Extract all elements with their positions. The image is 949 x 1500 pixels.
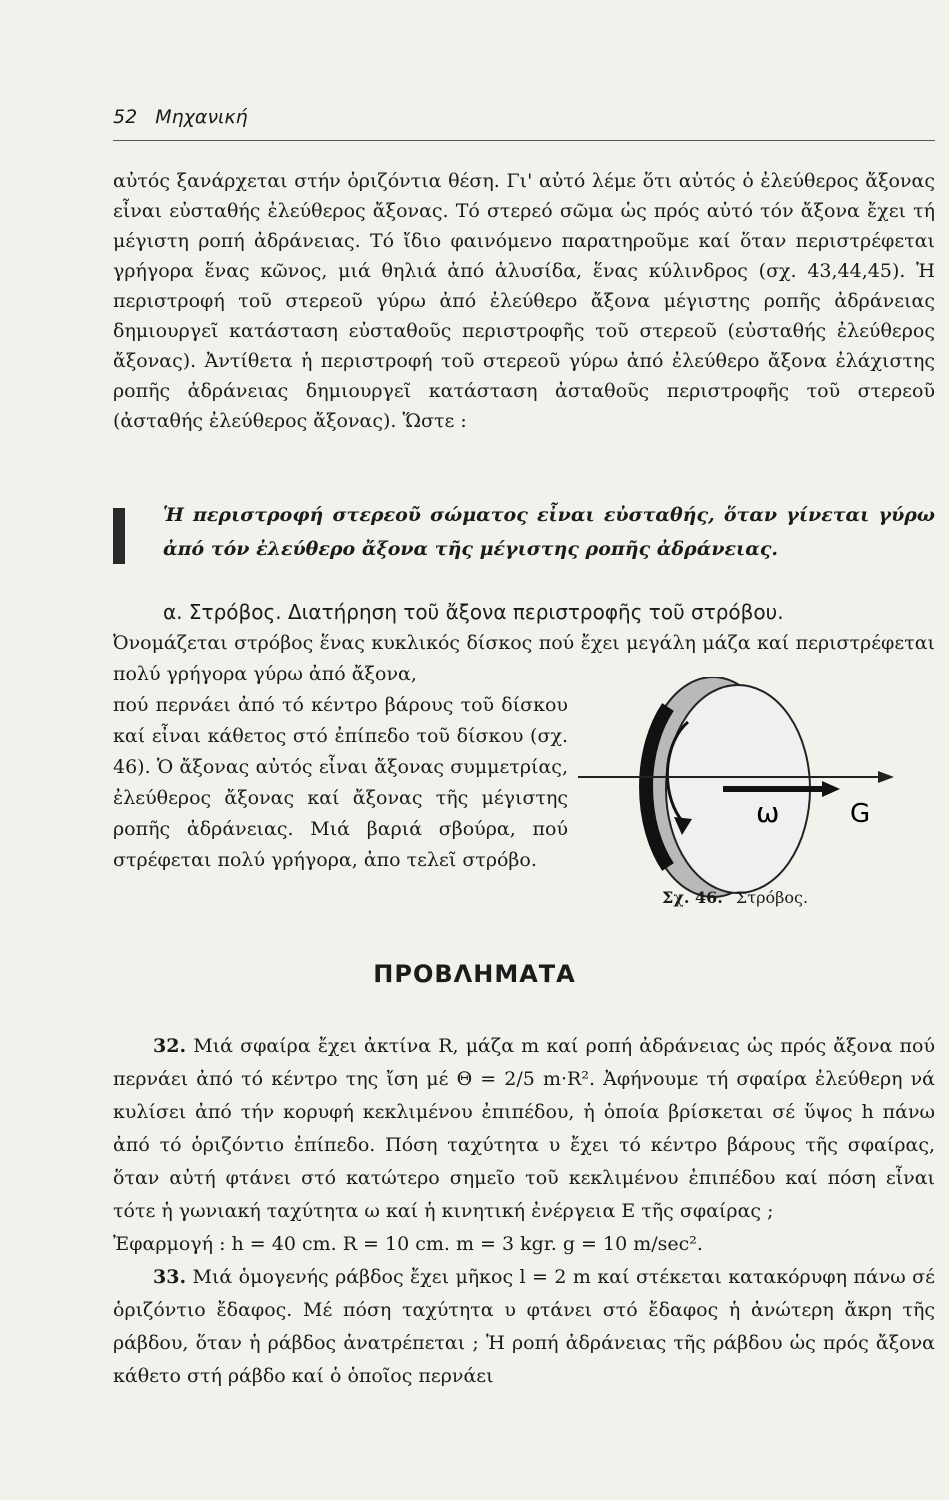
caption-text: Στρόβος. [735,888,809,907]
axis-arrowhead [878,771,894,783]
gyroscope-diagram [578,677,938,917]
problem-32-data: Ἐφαρμογή : h = 40 cm. R = 10 cm. m = 3 kgr. g = 10 m/sec². [113,1233,703,1255]
intro-paragraph-block [113,166,935,436]
rule-highlight [113,498,935,566]
rule-text: Ἡ περιστροφή στερεοῦ σώματος εἶναι εὐσταθής, ὅταν γίνεται γύρω ἀπό τόν ἐλεύθερο ἄξονα τῆς μέγιστης ροπῆς ἀδράνειας. [163,504,935,560]
page-number: 52 [113,106,138,128]
caption-number: Σχ. 46. [662,888,723,907]
problem-number: 32. [153,1035,187,1057]
margin-bar [113,508,125,564]
omega-arrowhead [822,781,840,797]
problem-number: 33. [153,1266,187,1288]
omega-label: ω [756,796,780,829]
problem-33 [113,1261,935,1393]
problems-list [113,1030,935,1393]
figure-caption [662,888,808,907]
problem-32 [113,1030,935,1228]
section-heading: α. Στρόβος. Διατήρηση τοῦ ἄξονα περιστροφῆς τοῦ στρόβου. [163,600,784,624]
gyro-intro: Ὀνομάζεται στρόβος ἕνας κυκλικός δίσκος πού ἔχει μεγάλη μάζα καί περιστρέφεται πολύ γρήγορα γύρω ἀπό ἄξονα, [113,632,935,685]
running-title: Μηχανική [155,106,248,128]
gyro-body: πού περνάει ἀπό τό κέντρο βάρους τοῦ δίσκου καί εἶναι κάθετος στό ἐπίπεδο τοῦ δίσκου (σχ. 46). Ὁ ἄξονας αὐτός εἶναι ἄξονας συμμετρίας, ἐλεύθερος ἄξονας καί ἄξονας τῆς μέγιστης ροπῆς ἀδράνειας. Μιά βαριά σβούρα, πού στρέφεται πολύ γρήγορα, ἀπο τελεῖ στρόβο. [113,694,568,871]
g-label: G [850,799,871,829]
gyroscope-figure [578,677,938,917]
intro-paragraph: αὐτός ξανάρχεται στήν ὁριζόντια θέση. Γι' αὐτό λέμε ὅτι αὐτός ὁ ἐλεύθερος ἄξονας εἶναι εὐσταθής ἐλεύθερος ἄξονας. Τό στερεό σῶμα ὡς πρός αὐτό τόν ἄξονα ἔχει τή μέγιστη ροπή ἀδράνειας. Τό ἴδιο φαινόμενο παρατηροῦμε καί ὅταν περιστρέφεται γρήγορα ἕνας κῶνος, μιά θηλιά ἀπό ἁλυσίδα, ἕνας κύλινδρος (σχ. 43,44,45). Ἡ περιστροφή τοῦ στερεοῦ γύρω ἀπό ἐλεύθερο ἄξονα μέγιστης ροπῆς ἀδράνειας δημιουργεῖ κατάσταση εὐσταθοῦς περιστροφῆς τοῦ στερεοῦ (εὐσταθής ἐλεύθερος ἄξονας). Ἀντίθετα ἡ περιστροφή τοῦ στερεοῦ γύρω ἀπό ἐλεύθερο ἄξονα ἐλάχιστης ροπῆς ἀδράνειας δημιουργεῖ κατάσταση ἀσταθοῦς περιστροφῆς τοῦ στερεοῦ (ἀσταθής ἐλεύθερος ἄξονας). Ὥστε : [113,170,935,432]
problems-heading: ΠΡΟΒΛΗΜΑΤΑ [373,960,576,988]
problem-text: Μιά σφαίρα ἔχει ἀκτίνα R, μάζα m καί ροπή ἀδράνειας ὡς πρός ἄξονα πού περνάει ἀπό τό κέντρο της ἴση μέ Θ = 2/5 m·R². Ἀφήνουμε τή σφαίρα ἐλεύθερη νά κυλίσει ἀπό τήν κορυφή κεκλιμένου ἐπιπέδου, ἡ ὁποία βρίσκεται σέ ὕψος h πάνω ἀπό τό ὁριζόντιο ἐπίπεδο. Πόση ταχύτητα υ ἔχει τό κέντρο βάρους τῆς σφαίρας, ὅταν αὐτή φτάνει στό κατώτερο σημεῖο τοῦ κεκλιμένου ἐπιπέδου καί πόση εἶναι τότε ἡ γωνιακή ταχύτητα ω καί ἡ κινητική ἐνέργεια Ε τῆς σφαίρας ; [113,1035,935,1222]
page-header [113,106,935,141]
problem-text: Μιά ὁμογενής ράβδος ἔχει μῆκος l = 2 m καί στέκεται κατακόρυφη πάνω σέ ὁριζόντιο ἔδαφος. Μέ πόση ταχύτητα υ φτάνει στό ἔδαφος ἡ ἀνώτερη ἄκρη τῆς ράβδου, ὅταν ἡ ράβδος ἀνατρέπεται ; Ἡ ροπή ἀδράνειας τῆς ράβδου ὡς πρός ἄξονα κάθετο στή ράβδο καί ὁ ὁποῖος περνάει [113,1266,935,1387]
